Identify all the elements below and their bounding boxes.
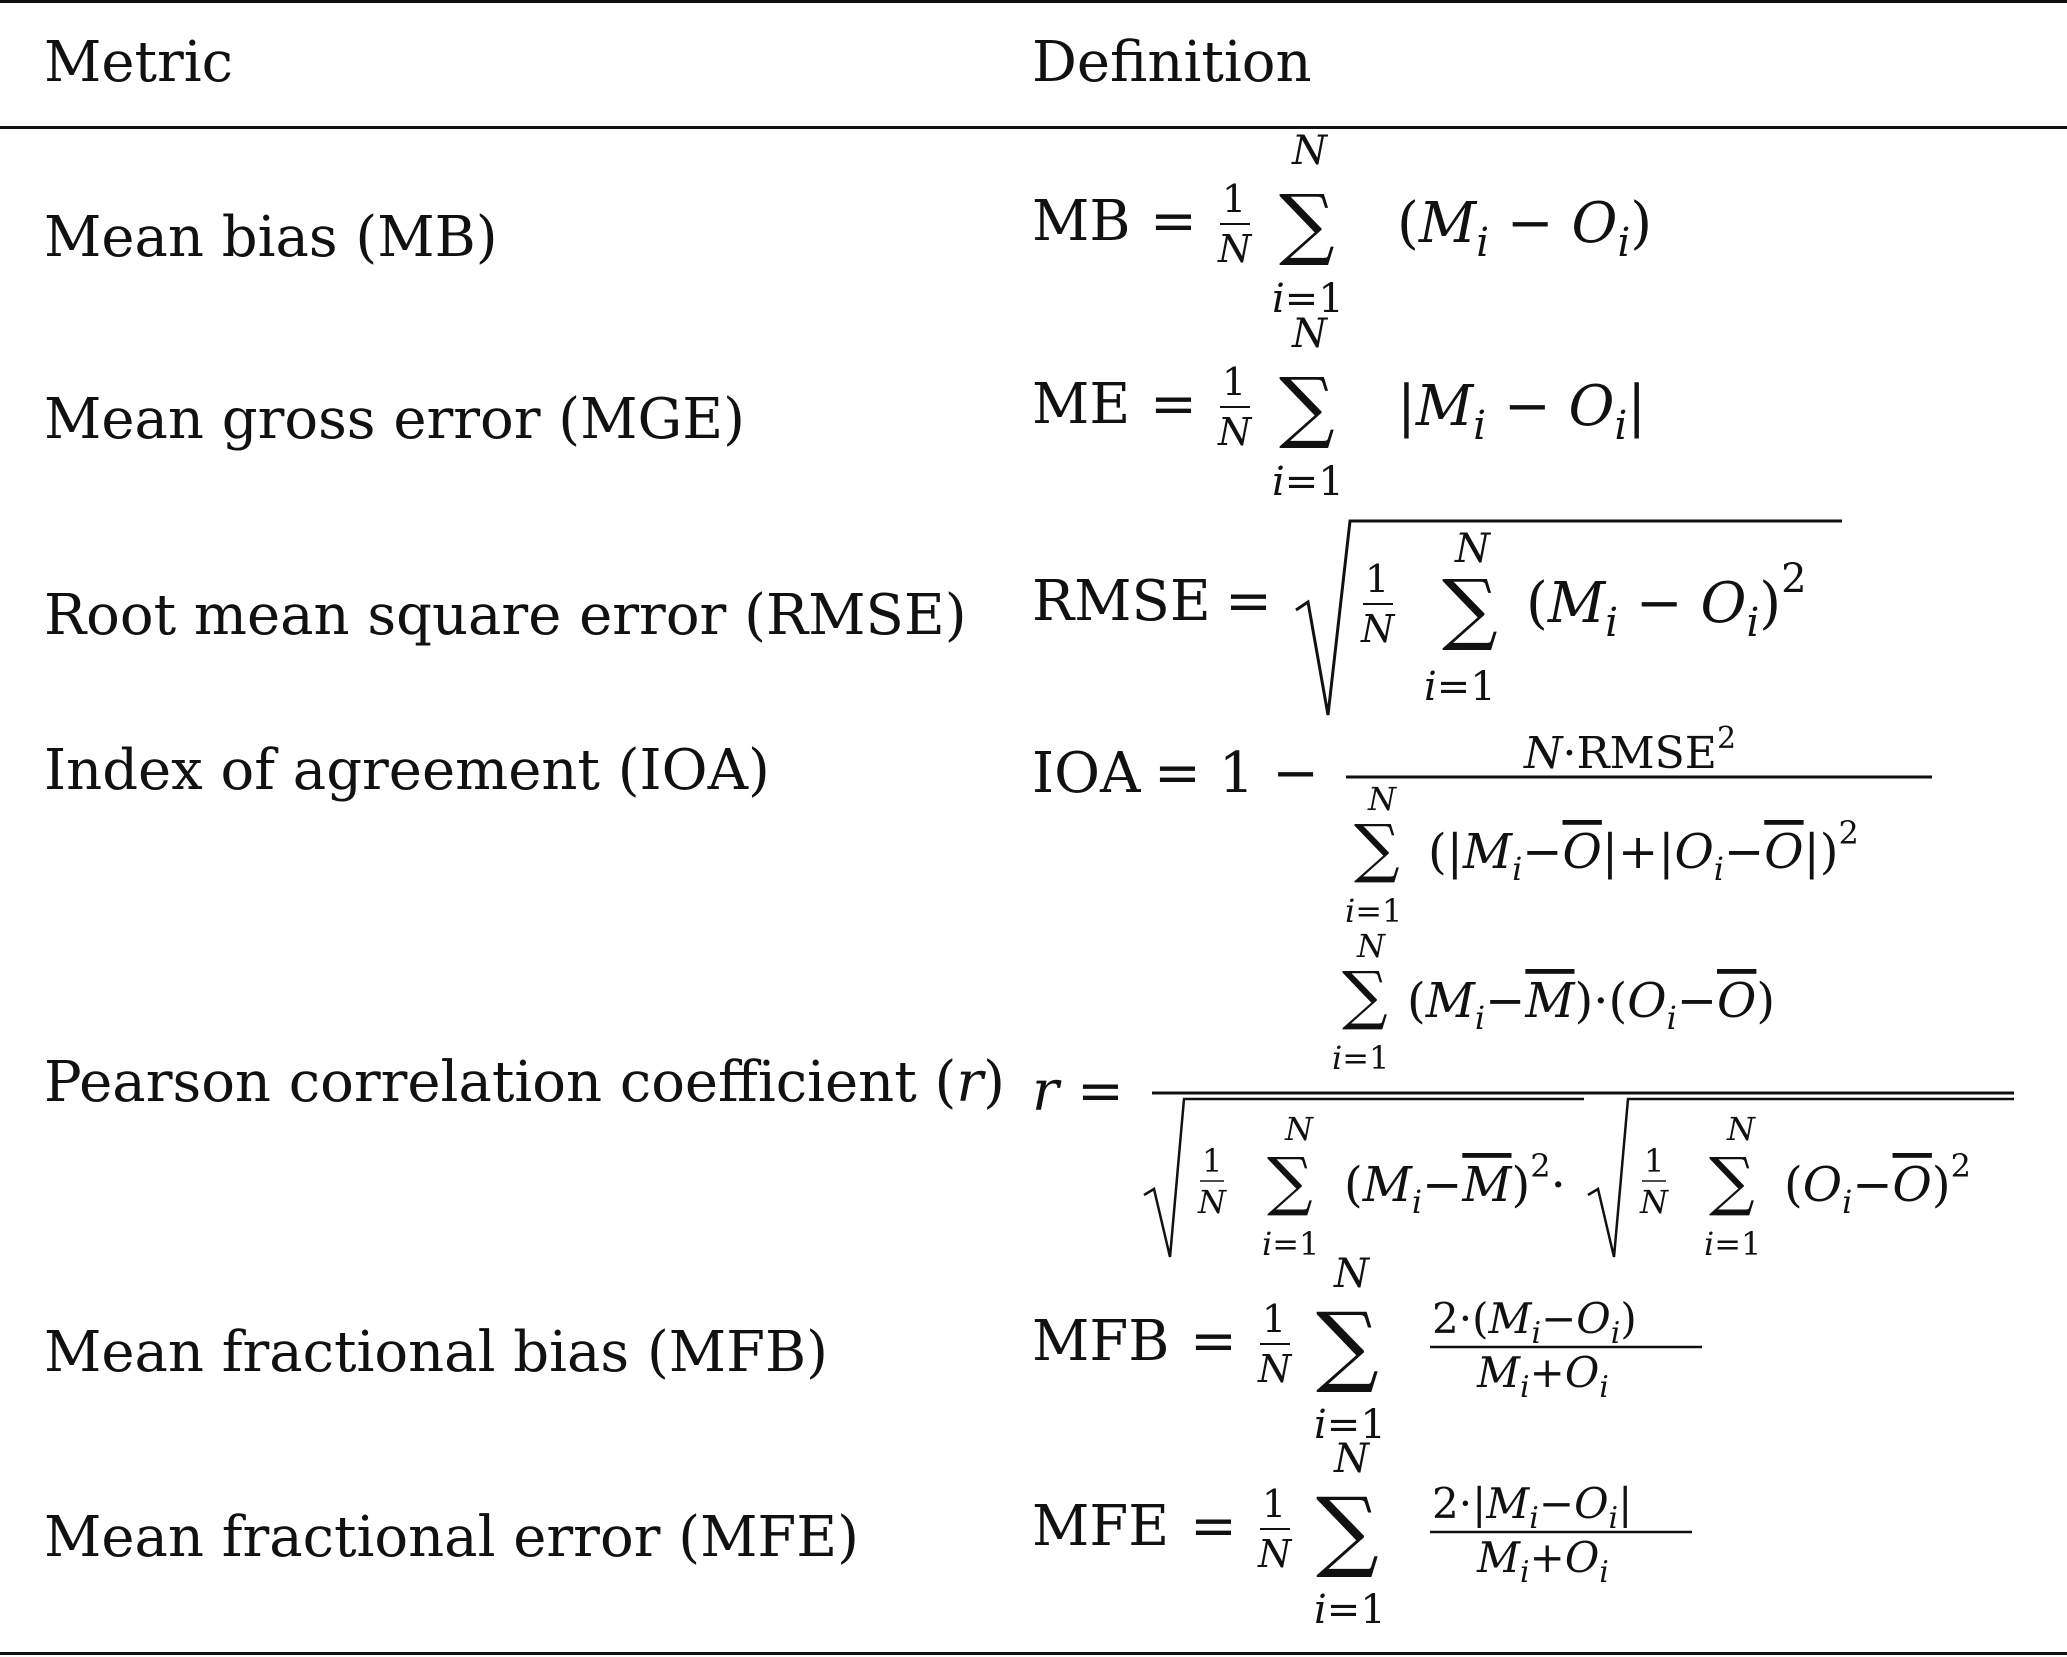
svg-text:N: N [1361,607,1395,651]
table-bottom-rule [0,1652,2067,1655]
svg-text:(Mi − Oi): $(M_i - O_i)$ [1397,191,1653,266]
svg-text:∑: ∑ [1316,1293,1379,1396]
svg-text:N: N [1218,227,1252,271]
svg-text:∑: ∑ [1342,959,1388,1033]
svg-text:=: = [1190,1494,1237,1559]
svg-text:i=1: i=1 [1272,459,1344,505]
metric-mean-bias: Mean bias (MB) [44,205,498,270]
svg-text:2·|Mi−Oi|: $2\cdot|M_i-O_i|$ [1432,1479,1633,1536]
svg-text:N: N [1292,311,1327,357]
svg-text:|Mi − Oi|: $|M_i - O_i|$ [1397,374,1647,449]
svg-text:=: = [1225,569,1272,634]
svg-text:(Mi − Oi)2: $(M_i - O_i)^2$ [1526,556,1807,646]
svg-text:=: = [1190,1309,1237,1374]
svg-text:(Mi−M)·(Oi−O): $(M_i-M)\cdot(O_i-O)$ [1407,973,1776,1037]
svg-text:(Oi−O)2: $(O_i-O)^2$ [1784,1147,1971,1221]
svg-text:Mi+Oi: $M_i+O_i$ [1477,1533,1609,1590]
svg-text:i=1: i=1 [1262,1225,1320,1263]
svg-text:= 1 −: = 1 − [1154,741,1320,806]
header-metric: Metric [44,30,234,95]
svg-text:(|Mi−O|+|Oi−O|)2: $(|M_i-O|+|O_i-O|)^2$ [1428,814,1859,888]
header-definition: Definition [1032,30,1312,95]
formula-lhs: MB [1032,189,1131,254]
svg-text:1: 1 [1222,360,1247,404]
formula-mfb [1032,1251,1732,1450]
svg-text:i=1: i=1 [1345,892,1403,930]
svg-text:N: N [1285,1110,1313,1148]
svg-text:∑: ∑ [1354,812,1400,886]
metric-mfb: Mean fractional bias (MFB) [44,1320,828,1385]
metric-mfe: Mean fractional error (MFE) [44,1505,860,1570]
svg-text:i=1: i=1 [1424,664,1496,710]
svg-text:1: 1 [1262,1297,1287,1341]
metric-mean-gross-error: Mean gross error (MGE) [44,387,745,452]
svg-text:i=1: i=1 [1332,1039,1390,1077]
svg-text:N: N [1292,128,1327,174]
formula-lhs: RMSE [1032,569,1211,634]
svg-text:N: N [1258,1532,1292,1576]
svg-text:N: N [1727,1110,1755,1148]
svg-text:i=1: i=1 [1314,1587,1386,1633]
svg-text:=: = [1077,1059,1124,1124]
formula-mean-bias [1032,128,1732,330]
table-top-rule [0,0,2067,3]
svg-text:∑: ∑ [1709,1145,1755,1219]
formula-lhs: ME [1032,372,1131,437]
formula-lhs: MFE [1032,1494,1170,1559]
svg-text:∑: ∑ [1442,564,1498,654]
svg-text:N: N [1258,1347,1292,1391]
svg-text:2·(Mi−Oi): $2\cdot(M_i-O_i)$ [1432,1294,1637,1351]
svg-text:N: N [1640,1183,1668,1221]
svg-text:N: N [1368,780,1396,818]
svg-text:1: 1 [1365,557,1390,601]
metric-pearson-suffix: ) [983,1050,1006,1115]
formula-pearson [1032,927,2032,1265]
header-rule [0,126,2067,129]
svg-text:i=1: i=1 [1704,1225,1762,1263]
svg-text:(Mi−M)2·: $(M_i-M)^2\cdot$ [1344,1147,1566,1221]
svg-text:=: = [1150,372,1197,437]
svg-text:=: = [1150,189,1197,254]
svg-text:i=1: i=1 [1314,1402,1386,1448]
svg-text:∑: ∑ [1279,362,1335,452]
svg-text:1: 1 [1644,1142,1665,1180]
svg-text:Mi+Oi: $M_i+O_i$ [1477,1348,1609,1405]
formula-lhs: IOA [1032,741,1141,806]
formula-lhs: r [1032,1059,1059,1124]
svg-text:N: N [1455,526,1490,572]
formula-ioa [1032,720,1932,935]
metric-pearson [44,1050,1005,1115]
svg-text:∑: ∑ [1279,179,1335,269]
metric-rmse: Root mean square error (RMSE) [44,583,967,648]
svg-text:N: N [1334,1436,1369,1482]
svg-text:N: N [1357,927,1385,965]
formula-mean-gross-error [1032,311,1732,513]
metric-ioa: Index of agreement (IOA) [44,738,770,803]
formula-rmse [1032,510,1832,725]
svg-text:1: 1 [1262,1482,1287,1526]
svg-text:∑: ∑ [1267,1145,1313,1219]
svg-text:1: 1 [1202,1142,1223,1180]
svg-text:N: N [1218,410,1252,454]
metric-pearson-prefix: Pearson correlation coefficient ( [44,1050,957,1115]
metric-pearson-symbol: r [956,1050,984,1115]
svg-text:∑: ∑ [1316,1478,1379,1581]
svg-text:N: N [1334,1251,1369,1297]
svg-text:N: N [1198,1183,1226,1221]
svg-text:1: 1 [1222,177,1247,221]
svg-text:N·RMSE2: $N\cdot RMSE^2$ [1524,721,1737,779]
formula-lhs: MFB [1032,1309,1170,1374]
formula-mfe [1032,1436,1732,1635]
svg-text:i=1: i=1 [1272,276,1344,322]
